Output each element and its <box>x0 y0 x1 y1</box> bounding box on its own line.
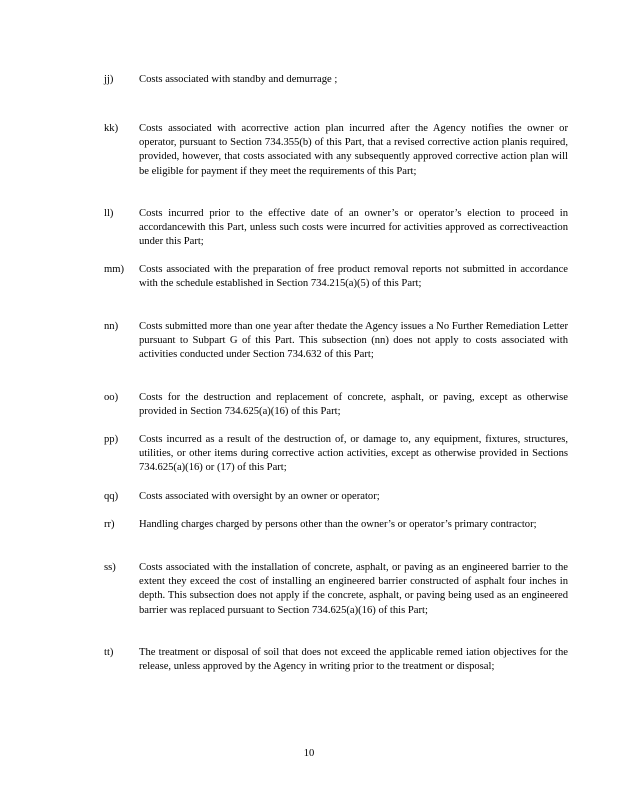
item-text: Costs associated with acorrective action plan incurred after the Agency notifies the owner or operator, pursuant to Section 734.355(b) of this Part, that a revised corrective action planis required, provided, however, that costs associated with any subsequently approved corrective action plan will be eligible for payment if they meet the requirements of this Part; <box>139 123 568 177</box>
list-item-mm <box>104 263 568 291</box>
list-item-nn <box>104 320 568 363</box>
list-item-tt <box>104 646 568 674</box>
item-text: Costs submitted more than one year after thedate the Agency issues a No Further Remediation Letter pursuant to Subpart G of this Part. This subsection (nn) does not apply to costs associated with activities conducted under Section 734.632 of this Part; <box>139 321 568 361</box>
list-item-jj <box>104 73 568 87</box>
item-text: Costs incurred as a result of the destruction of, or damage to, any equipment, fixtures, structures, utilities, or other items during corrective action activities, except as otherwise provided in Sections 734.625(a)(16) or (17) of this Part; <box>139 434 568 474</box>
item-label: mm) <box>104 264 125 275</box>
list-item-oo <box>104 391 568 419</box>
item-label: ss) <box>104 562 116 573</box>
list-item-rr <box>104 518 568 532</box>
item-label: nn) <box>104 321 119 332</box>
item-text: Costs incurred prior to the effective date of an owner’s or operator’s election to proceed in accordancewith this Part, unless such costs were incurred for activities approved as correctiveaction under this Part; <box>139 208 568 248</box>
item-text: Costs associated with the installation of concrete, asphalt, or paving as an engineered barrier to the extent they exceed the cost of installing an engineered barrier constructed of asphalt four inches in depth. This subsection does not apply if the concrete, asphalt, or paving being used as an engineered barrier was replaced pursuant to Section 734.625(a)(16) of this Part; <box>139 562 568 616</box>
page-number: 10 <box>303 748 315 759</box>
list-item-qq <box>104 490 568 504</box>
item-text: Costs for the destruction and replacement of concrete, asphalt, or paving, except as otherwise provided in Section 734.625(a)(16) of this Part; <box>139 392 568 418</box>
item-label: ll) <box>104 208 114 219</box>
item-text: Handling charges charged by persons other than the owner’s or operator’s primary contractor; <box>139 519 537 530</box>
item-label: pp) <box>104 434 119 445</box>
list-item-ll <box>104 207 568 250</box>
item-label: jj) <box>104 74 114 85</box>
item-text: Costs associated with oversight by an owner or operator; <box>139 491 380 502</box>
item-label: qq) <box>104 491 119 502</box>
item-label: rr) <box>104 519 115 530</box>
list-item-kk <box>104 122 568 179</box>
list-item-pp <box>104 433 568 476</box>
item-text: The treatment or disposal of soil that does not exceed the applicable remed iation objectives for the release, unless approved by the Agency in writing prior to the treatment or disposal; <box>139 647 568 673</box>
item-label: kk) <box>104 123 119 134</box>
item-label: tt) <box>104 647 114 658</box>
item-label: oo) <box>104 392 119 403</box>
list-item-ss <box>104 561 568 618</box>
item-text: Costs associated with the preparation of free product removal reports not submitted in accordance with the schedule established in Section 734.215(a)(5) of this Part; <box>139 264 568 290</box>
item-text: Costs associated with standby and demurrage ; <box>139 74 338 85</box>
